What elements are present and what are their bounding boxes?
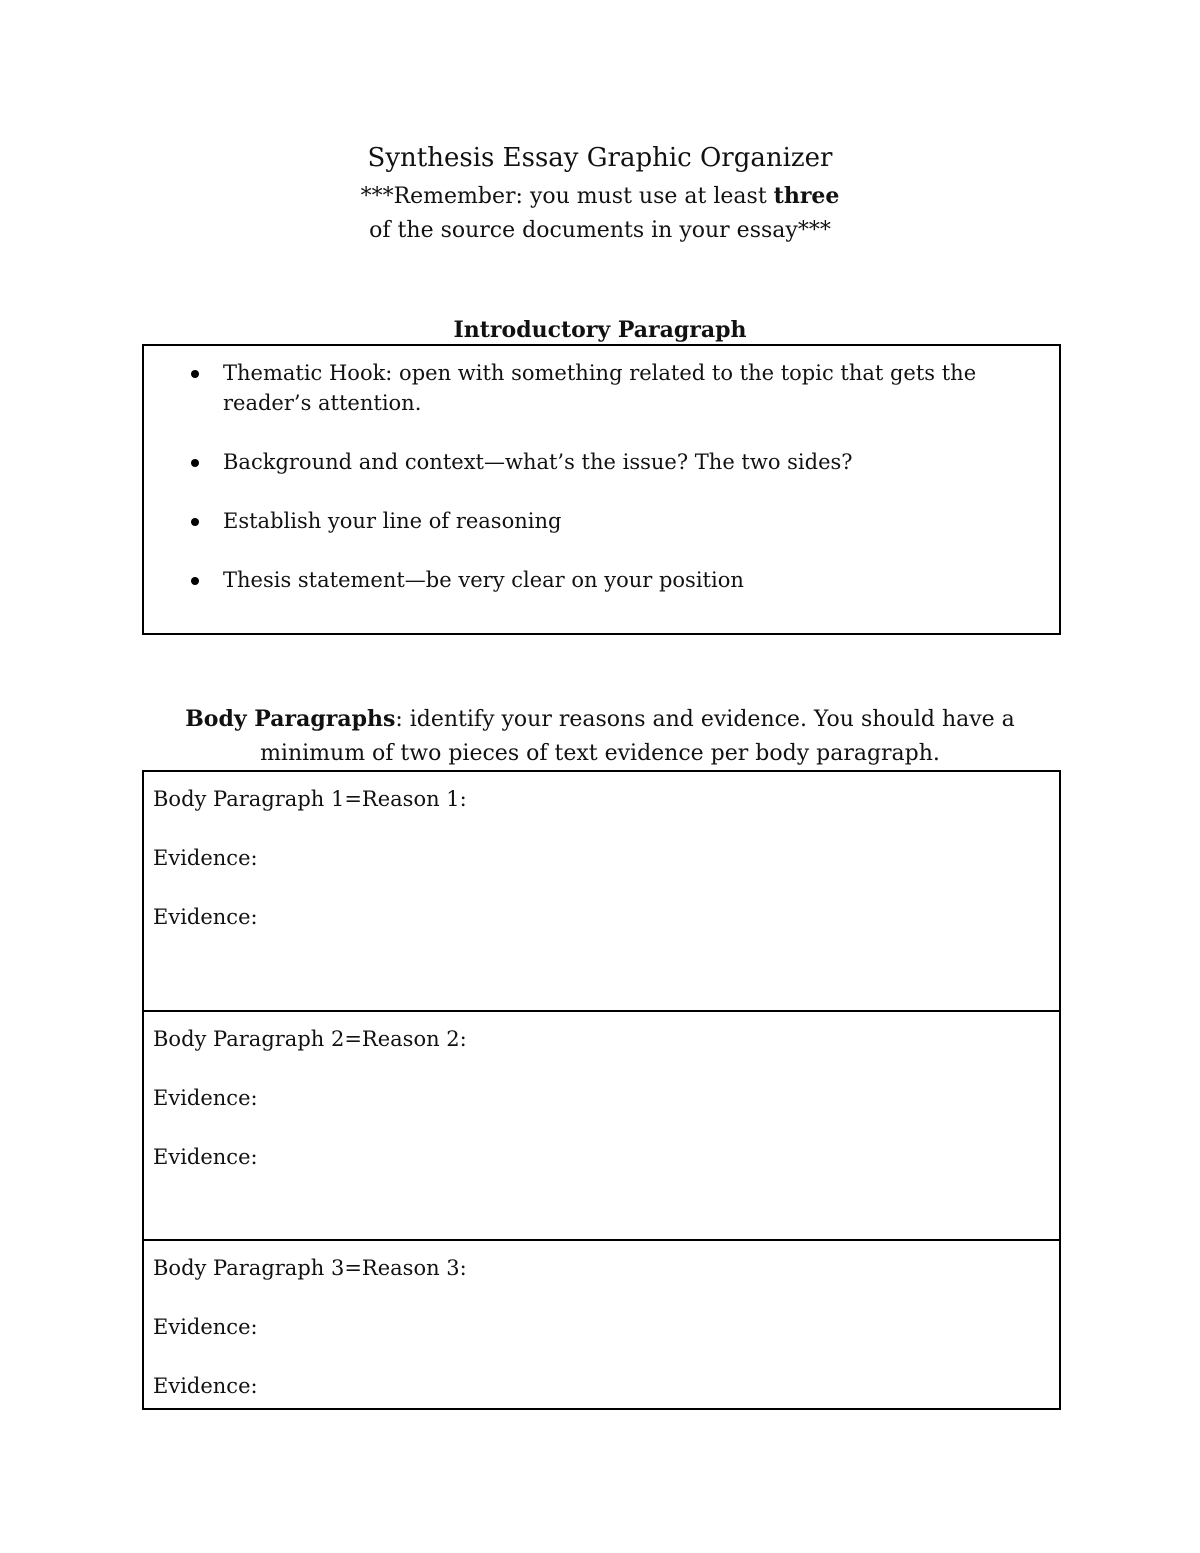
reminder-note — [0, 179, 1200, 248]
intro-box — [142, 344, 1061, 635]
bullet-icon — [191, 370, 199, 378]
body-heading-label: Body Paragraphs — [185, 706, 396, 732]
list-item — [144, 447, 1059, 477]
bullet-icon — [191, 577, 199, 585]
list-item-text: Thesis statement—be very clear on your position — [223, 568, 744, 592]
body-paragraph-cell — [144, 772, 1059, 1012]
body-paragraphs-table — [142, 770, 1061, 1410]
reason-label: Body Paragraph 3=Reason 3: — [153, 1256, 467, 1280]
intro-heading: Introductory Paragraph — [453, 317, 747, 343]
list-item-text: Establish your line of reasoning — [223, 509, 562, 533]
body-heading — [170, 702, 1030, 771]
body-paragraph-cell — [144, 1012, 1059, 1241]
list-item-text: Thematic Hook: open with something related to the topic that gets the reader’s attention. — [223, 361, 977, 415]
reminder-text: ***Remember: you must use at least — [360, 184, 774, 209]
reminder-emphasis: three — [773, 183, 840, 209]
list-item — [144, 565, 1059, 595]
list-item — [144, 358, 1059, 418]
reminder-line-1 — [0, 179, 1200, 214]
bullet-icon — [191, 518, 199, 526]
reason-label: Body Paragraph 2=Reason 2: — [153, 1027, 467, 1051]
evidence-label: Evidence: — [153, 1145, 258, 1169]
intro-list — [144, 358, 1059, 624]
evidence-label: Evidence: — [153, 846, 258, 870]
evidence-label: Evidence: — [153, 1315, 258, 1339]
evidence-label: Evidence: — [153, 1374, 258, 1398]
body-heading-text: : identify your reasons and evidence. You should have a minimum of two pieces of text evidence per body paragraph. — [260, 707, 1015, 766]
list-item-text: Background and context—what’s the issue? The two sides? — [223, 450, 853, 474]
page-title: Synthesis Essay Graphic Organizer — [367, 143, 833, 173]
evidence-label: Evidence: — [153, 1086, 258, 1110]
reminder-line-2: of the source documents in your essay*** — [369, 218, 831, 243]
bullet-icon — [191, 459, 199, 467]
list-item — [144, 506, 1059, 536]
reason-label: Body Paragraph 1=Reason 1: — [153, 787, 467, 811]
body-paragraph-cell — [144, 1241, 1059, 1408]
evidence-label: Evidence: — [153, 905, 258, 929]
